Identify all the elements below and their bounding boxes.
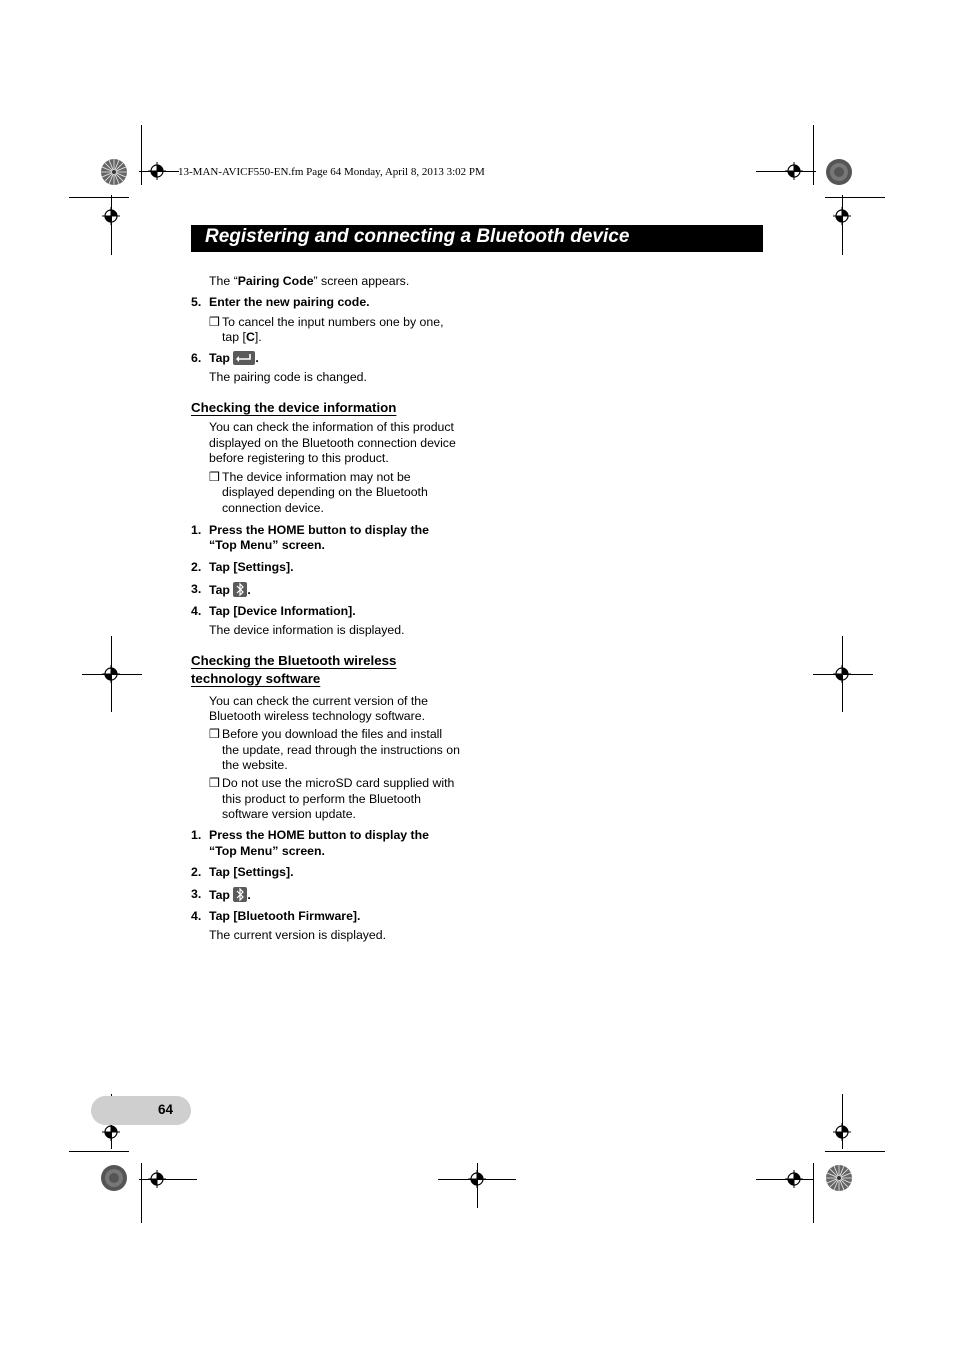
step-enter-code: 5. Enter the new pairing code.: [191, 295, 370, 310]
result-device-info-displayed: The device information is displayed.: [209, 622, 405, 637]
registration-target-icon: [785, 1170, 803, 1188]
step-tap-enter: 6. Tap .: [191, 351, 259, 366]
step-tap-settings: 2. Tap [Settings].: [191, 864, 294, 879]
result-version-displayed: The current version is displayed.: [209, 927, 387, 942]
registration-target-icon: [785, 162, 803, 180]
result-code-changed: The pairing code is changed.: [209, 370, 367, 385]
chapter-title-bar: [191, 225, 763, 252]
color-rosette-icon: [100, 158, 128, 186]
note-microsd-card: ❒ Do not use the microSD card supplied with this product to perform the Bluetooth software version update.: [209, 776, 455, 821]
registration-target-icon: [468, 1170, 486, 1188]
registration-target-icon: [148, 162, 166, 180]
note-download-update: ❒ Before you download the files and install the update, read through the instructions on the website.: [209, 727, 460, 773]
step-tap-bluetooth-firmware: 4. Tap [Bluetooth Firmware].: [191, 909, 361, 924]
heading-device-information: Checking the device information: [191, 399, 397, 415]
main-column: [191, 274, 471, 943]
page-number: 64: [158, 1102, 174, 1117]
note-device-info: ❒ The device information may not be displayed depending on the Bluetooth connection device.: [209, 470, 428, 515]
note-cancel-input: ❒ To cancel the input numbers one by one, tap [C].: [209, 314, 444, 344]
registration-target-icon: [833, 207, 851, 225]
intro-text: The “Pairing Code” screen appears.: [209, 274, 410, 288]
color-rosette-icon: [825, 1164, 853, 1192]
step-tap-settings: 2. Tap [Settings].: [191, 559, 294, 574]
registration-target-icon: [833, 1123, 851, 1141]
file-info-header: 13-MAN-AVICF550-EN.fm Page 64 Monday, April 8, 2013 3:02 PM: [178, 166, 485, 178]
page-number-tab: [91, 1096, 191, 1125]
color-rosette-icon: [825, 158, 853, 186]
step-tap-bluetooth: 3. Tap .: [191, 887, 251, 903]
bluetooth-icon: [233, 887, 247, 902]
registration-target-icon: [833, 665, 851, 683]
registration-target-icon: [102, 1123, 120, 1141]
firmware-description: You can check the current version of the Bluetooth wireless technology software.: [209, 693, 428, 724]
device-info-description: You can check the information of this product displayed on the Bluetooth connection device before registering to this product.: [209, 420, 456, 465]
step-press-home: 1. Press the HOME button to display the “Top Menu” screen.: [191, 828, 429, 858]
registration-target-icon: [102, 665, 120, 683]
step-tap-device-information: 4. Tap [Device Information].: [191, 604, 356, 619]
bluetooth-icon: [233, 582, 247, 597]
step-tap-bluetooth: 3. Tap .: [191, 581, 251, 597]
registration-target-icon: [102, 207, 120, 225]
color-rosette-icon: [100, 1164, 128, 1192]
step-press-home: 1. Press the HOME button to display the “Top Menu” screen.: [191, 523, 429, 553]
registration-target-icon: [148, 1170, 166, 1188]
enter-key-icon: [233, 351, 255, 365]
heading-bluetooth-software: Checking the Bluetooth wireless technology software: [191, 652, 397, 687]
chapter-title: Registering and connecting a Bluetooth device: [205, 226, 630, 247]
